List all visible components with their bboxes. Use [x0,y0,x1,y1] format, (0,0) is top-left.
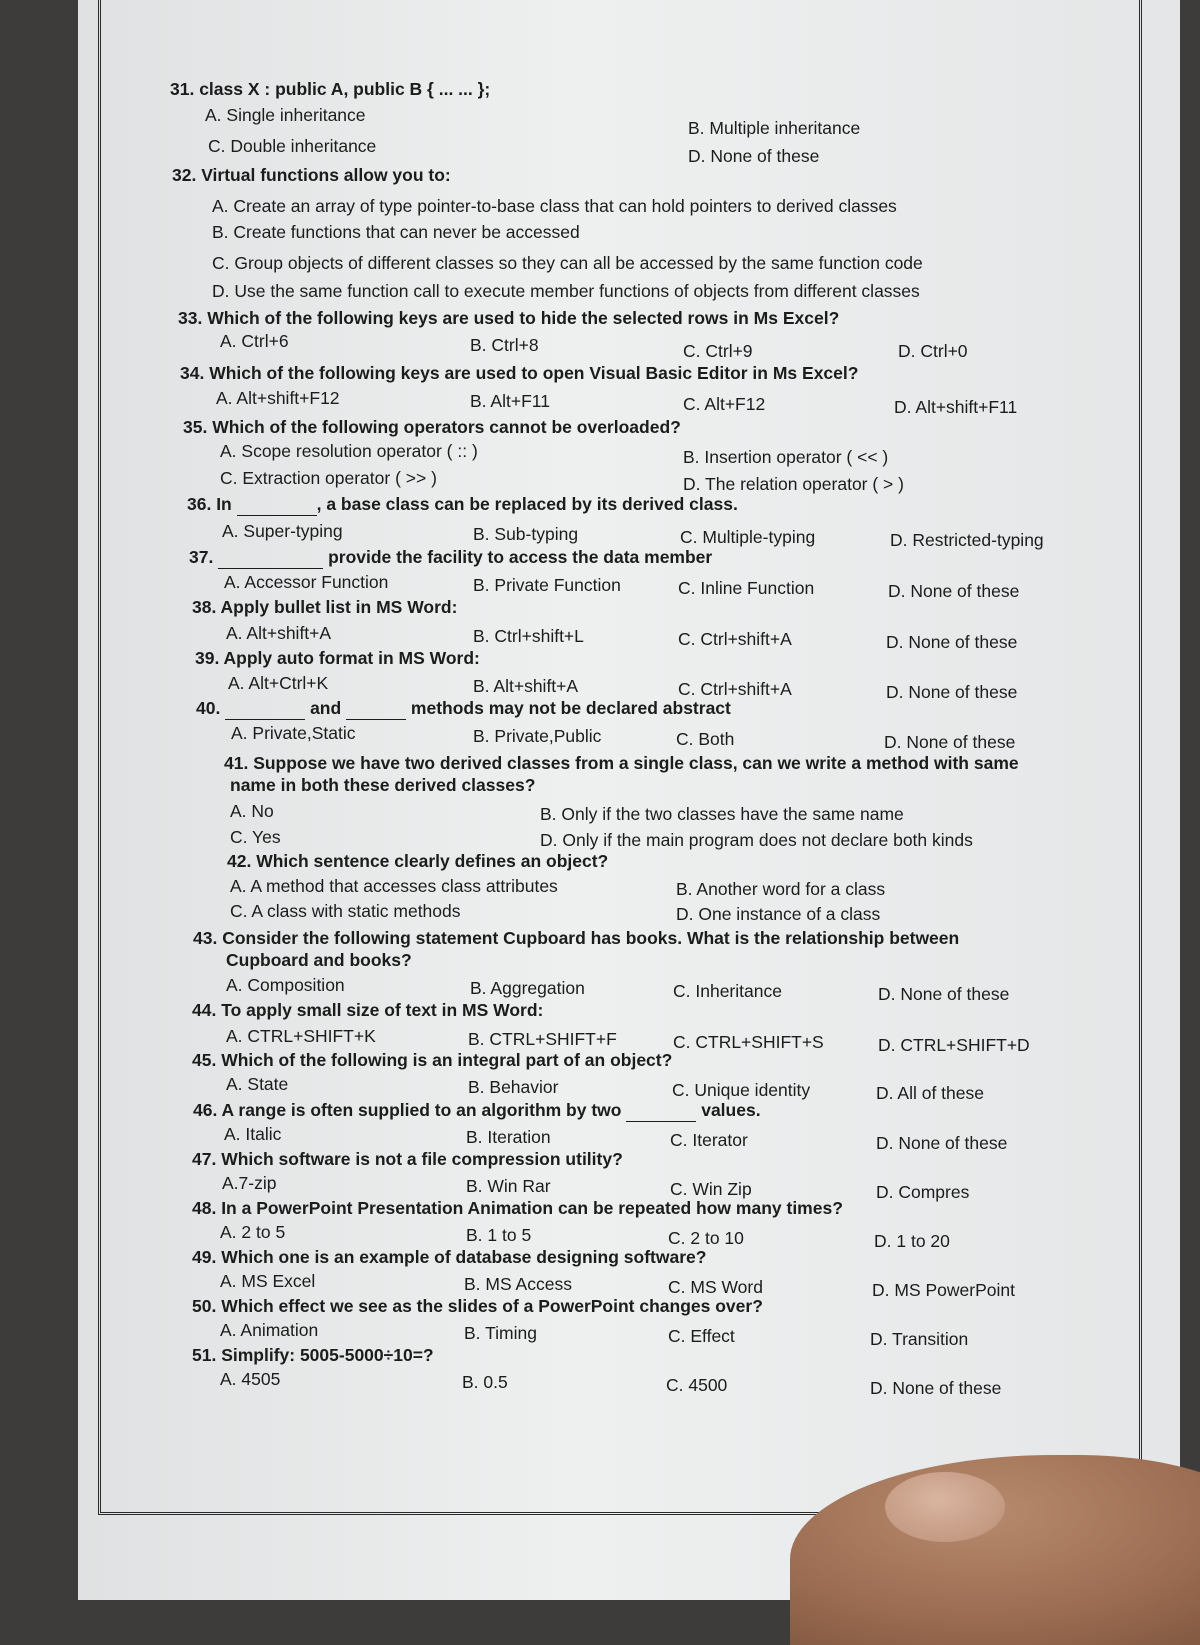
question-48-option-a: A. 2 to 5 [220,1222,286,1242]
question-35-option-a: A. Scope resolution operator ( :: ) [220,441,478,461]
question-33-option-b: B. Ctrl+8 [470,335,539,355]
question-49-option-a: A. MS Excel [220,1271,316,1291]
question-46-option-b: B. Iteration [466,1127,551,1147]
question-32-stem: 32. Virtual functions allow you to: [172,165,451,185]
question-37-option-d: D. None of these [888,581,1020,601]
question-43-option-c: C. Inheritance [673,981,782,1001]
question-47-stem: 47. Which software is not a file compression utility? [192,1149,623,1169]
question-35-option-c: C. Extraction operator ( >> ) [220,468,437,488]
question-34-stem: 34. Which of the following keys are used to open Visual Basic Editor in Ms Excel? [180,363,859,383]
question-34-option-b: B. Alt+F11 [470,391,550,411]
question-46-option-d: D. None of these [876,1133,1008,1153]
question-41-option-b: B. Only if the two classes have the same name [540,804,904,824]
question-40-stem [196,697,731,720]
question-32-option-a: A. Create an array of type pointer-to-base class that can hold pointers to derived classes [212,196,897,216]
question-38-option-c: C. Ctrl+shift+A [678,629,792,649]
question-47-option-d: D. Compres [876,1182,970,1202]
question-51-option-d: D. None of these [870,1378,1002,1398]
fill-in-blank [218,546,323,569]
question-48-option-d: D. 1 to 20 [874,1231,950,1251]
question-45-option-b: B. Behavior [468,1077,559,1097]
question-34-option-c: C. Alt+F12 [683,394,766,414]
question-32-option-c: C. Group objects of different classes so they can all be accessed by the same function code [212,253,923,273]
stem-text: , a base class can be replaced by its derived class. [316,494,738,514]
question-49-option-d: D. MS PowerPoint [872,1280,1015,1300]
question-50-option-c: C. Effect [668,1326,735,1346]
question-49-stem: 49. Which one is an example of database designing software? [192,1247,707,1267]
question-33-stem: 33. Which of the following keys are used to hide the selected rows in Ms Excel? [178,308,840,328]
fill-in-blank [346,697,406,720]
question-31-option-b: B. Multiple inheritance [688,118,861,138]
question-40-option-b: B. Private,Public [473,726,602,746]
question-46-option-a: A. Italic [224,1124,282,1144]
stem-text: values. [696,1100,761,1120]
question-51-option-a: A. 4505 [220,1369,281,1389]
question-38-option-a: A. Alt+shift+A [226,623,332,643]
question-50-stem: 50. Which effect we see as the slides of a PowerPoint changes over? [192,1296,763,1316]
question-32-option-b: B. Create functions that can never be accessed [212,222,580,242]
question-37-option-b: B. Private Function [473,575,621,595]
question-33-option-a: A. Ctrl+6 [220,331,289,351]
question-44-option-a: A. CTRL+SHIFT+K [226,1026,376,1046]
question-41-option-a: A. No [230,801,274,821]
question-42-option-b: B. Another word for a class [676,879,886,899]
question-41-option-c: C. Yes [230,827,281,847]
question-48-stem: 48. In a PowerPoint Presentation Animation can be repeated how many times? [192,1198,843,1218]
question-34-option-d: D. Alt+shift+F11 [894,397,1018,417]
question-41-option-d: D. Only if the main program does not declare both kinds [540,830,973,850]
question-36-option-a: A. Super-typing [222,521,343,541]
question-47-option-a: A.7-zip [222,1173,277,1193]
question-39-option-b: B. Alt+shift+A [473,676,579,696]
question-44-stem: 44. To apply small size of text in MS Word: [192,1000,544,1020]
question-35-option-d: D. The relation operator ( > ) [683,474,904,494]
question-42-option-a: A. A method that accesses class attributes [230,876,558,896]
thumbnail-overlay [885,1472,1005,1542]
question-48-option-c: C. 2 to 10 [668,1228,744,1248]
stem-text: 36. In [187,494,237,514]
question-51-option-b: B. 0.5 [462,1372,508,1392]
stem-text: 46. A range is often supplied to an algorithm by two [193,1100,627,1120]
question-47-option-c: C. Win Zip [670,1179,752,1199]
question-31-option-c: C. Double inheritance [208,136,377,156]
stem-text: 40. [196,698,226,718]
question-31-option-a: A. Single inheritance [205,105,366,125]
stem-text: 37. [189,547,219,567]
question-39-option-a: A. Alt+Ctrl+K [228,673,329,693]
question-50-option-a: A. Animation [220,1320,319,1340]
question-43-stem-line: 43. Consider the following statement Cupboard has books. What is the relationship between [193,928,960,948]
question-40-option-a: A. Private,Static [231,723,356,743]
question-47-option-b: B. Win Rar [466,1176,551,1196]
question-41-stem-line: name in both these derived classes? [230,775,536,795]
question-35-stem: 35. Which of the following operators cannot be overloaded? [183,417,681,437]
question-38-option-b: B. Ctrl+shift+L [473,626,584,646]
question-43-option-a: A. Composition [226,975,345,995]
question-42-option-d: D. One instance of a class [676,904,881,924]
question-31-stem: 31. class X : public A, public B { ... ... }; [170,79,491,99]
question-36-option-b: B. Sub-typing [473,524,579,544]
question-43-stem-line: Cupboard and books? [226,950,412,970]
question-34-option-a: A. Alt+shift+F12 [216,388,340,408]
stem-text: and [305,698,347,718]
question-43-option-b: B. Aggregation [470,978,585,998]
fill-in-blank [626,1099,696,1122]
question-51-stem: 51. Simplify: 5005-5000÷10=? [192,1345,434,1365]
question-39-option-c: C. Ctrl+shift+A [678,679,792,699]
question-42-stem: 42. Which sentence clearly defines an object? [227,851,609,871]
question-50-option-b: B. Timing [464,1323,537,1343]
stem-text: methods may not be declared abstract [406,698,731,718]
question-49-option-b: B. MS Access [464,1274,572,1294]
question-44-option-d: D. CTRL+SHIFT+D [878,1035,1030,1055]
question-44-option-c: C. CTRL+SHIFT+S [673,1032,824,1052]
question-40-option-d: D. None of these [884,732,1016,752]
question-43-option-d: D. None of these [878,984,1010,1004]
question-37-option-a: A. Accessor Function [224,572,389,592]
fill-in-blank [225,697,305,720]
question-39-stem: 39. Apply auto format in MS Word: [195,648,480,668]
fill-in-blank [237,493,317,516]
question-46-option-c: C. Iterator [670,1130,748,1150]
question-50-option-d: D. Transition [870,1329,969,1349]
question-38-option-d: D. None of these [886,632,1018,652]
question-45-stem: 45. Which of the following is an integral part of an object? [192,1050,673,1070]
question-45-option-c: C. Unique identity [672,1080,811,1100]
question-46-stem [193,1099,761,1122]
question-38-stem: 38. Apply bullet list in MS Word: [192,597,458,617]
question-33-option-c: C. Ctrl+9 [683,341,753,361]
question-45-option-a: A. State [226,1074,289,1094]
question-37-stem [189,546,712,569]
stem-text: provide the facility to access the data member [323,547,713,567]
question-49-option-c: C. MS Word [668,1277,763,1297]
question-36-option-d: D. Restricted-typing [890,530,1044,550]
question-39-option-d: D. None of these [886,682,1018,702]
question-31-option-d: D. None of these [688,146,820,166]
question-37-option-c: C. Inline Function [678,578,815,598]
question-41-stem-line: 41. Suppose we have two derived classes from a single class, can we write a method with same [224,753,1019,773]
question-42-option-c: C. A class with static methods [230,901,461,921]
question-45-option-d: D. All of these [876,1083,984,1103]
question-36-option-c: C. Multiple-typing [680,527,816,547]
question-44-option-b: B. CTRL+SHIFT+F [468,1029,617,1049]
question-40-option-c: C. Both [676,729,735,749]
question-51-option-c: C. 4500 [666,1375,728,1395]
question-48-option-b: B. 1 to 5 [466,1225,532,1245]
question-32-option-d: D. Use the same function call to execute member functions of objects from different classes [212,281,920,301]
question-36-stem [187,493,738,516]
question-33-option-d: D. Ctrl+0 [898,341,968,361]
question-35-option-b: B. Insertion operator ( << ) [683,447,889,467]
